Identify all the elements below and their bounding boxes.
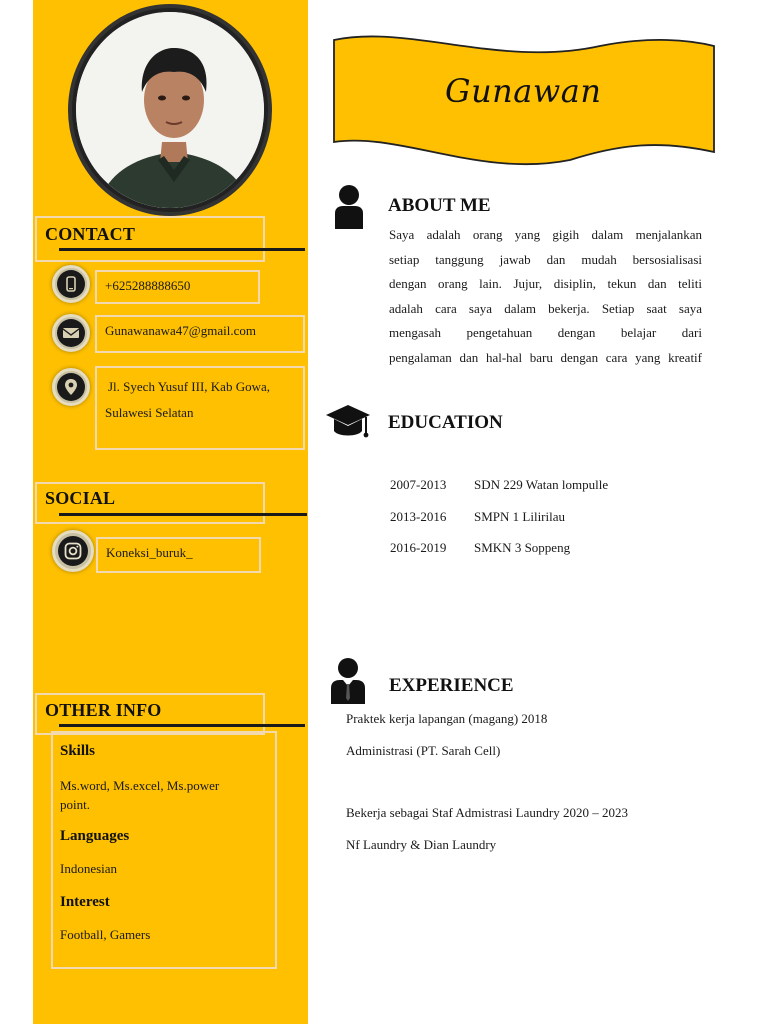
- about-line-6: pengalaman dan hal-hal baru dengan cara yang kreatif: [389, 349, 702, 365]
- skills-label: Skills: [60, 743, 96, 759]
- about-title: ABOUT ME: [388, 195, 491, 216]
- about-line-2: setiap tanggung jawab dan mudah bersosialisasi: [389, 251, 702, 267]
- education-years-3: 2016-2019: [390, 540, 447, 555]
- instagram-icon-badge: [52, 530, 94, 572]
- phone-text: +625288888650: [105, 278, 191, 293]
- languages-label: Languages: [60, 828, 130, 844]
- experience-item-1: Praktek kerja lapangan (magang) 2018: [346, 711, 548, 726]
- about-line-4: adalah cara saya dalam bekerja. Setiap saat saya: [389, 300, 702, 316]
- address-line-1: Jl. Syech Yusuf III, Kab Gowa,: [108, 379, 270, 394]
- skills-line-1: Ms.word, Ms.excel, Ms.power: [60, 778, 220, 793]
- education-title: EDUCATION: [388, 412, 503, 433]
- contact-divider: [59, 248, 305, 251]
- instagram-handle[interactable]: Koneksi_buruk_: [106, 545, 193, 560]
- phone-icon: [57, 270, 85, 298]
- experience-item-2: Administrasi (PT. Sarah Cell): [346, 743, 501, 758]
- about-line-5: mengasah pengetahuan dengan belajar dari: [389, 325, 702, 340]
- email-icon-badge: [52, 314, 90, 352]
- other-info-title: OTHER INFO: [45, 700, 162, 720]
- person-icon: [333, 183, 365, 229]
- person-name: Gunawan: [445, 72, 602, 110]
- address-field: [95, 366, 305, 450]
- education-years-2: 2013-2016: [390, 509, 447, 524]
- languages-value: Indonesian: [60, 861, 118, 876]
- contact-title: CONTACT: [45, 224, 136, 244]
- location-icon: [57, 373, 85, 401]
- address-line-2: Sulawesi Selatan: [105, 405, 194, 420]
- social-title: SOCIAL: [45, 488, 116, 508]
- social-divider: [59, 513, 307, 516]
- graduation-cap-icon: [324, 403, 372, 441]
- education-years-1: 2007-2013: [390, 477, 447, 492]
- email-field[interactable]: [95, 315, 305, 353]
- education-school-1: SDN 229 Watan lompulle: [474, 477, 609, 492]
- interest-value: Football, Gamers: [60, 927, 151, 942]
- skills-line-2: point.: [60, 797, 90, 812]
- other-info-divider: [59, 724, 305, 727]
- experience-item-4: Nf Laundry & Dian Laundry: [346, 837, 497, 852]
- about-line-3: dengan orang lain. Jujur, disiplin, tekun dan teliti: [389, 276, 702, 291]
- phone-field: [95, 270, 260, 304]
- interest-label: Interest: [60, 894, 110, 910]
- avatar: [76, 12, 264, 208]
- location-icon-badge: [52, 368, 90, 406]
- person-silhouette: [76, 12, 264, 208]
- email-text[interactable]: Gunawanawa47@gmail.com: [105, 323, 256, 338]
- instagram-field[interactable]: [96, 537, 261, 573]
- businessman-icon: [329, 656, 367, 704]
- education-school-3: SMKN 3 Soppeng: [474, 540, 571, 555]
- about-line-1: Saya adalah orang yang gigih dalam menjalankan: [389, 227, 702, 242]
- education-school-2: SMPN 1 Lilirilau: [474, 509, 566, 524]
- skills-value: [60, 776, 219, 814]
- phone-icon-badge: [52, 265, 90, 303]
- profile-photo: [68, 4, 272, 216]
- experience-title: EXPERIENCE: [389, 675, 514, 696]
- experience-item-3: Bekerja sebagai Staf Admistrasi Laundry 2020 – 2023: [346, 805, 628, 820]
- about-text: [389, 223, 702, 370]
- email-icon: [57, 319, 85, 347]
- instagram-icon: [58, 536, 88, 566]
